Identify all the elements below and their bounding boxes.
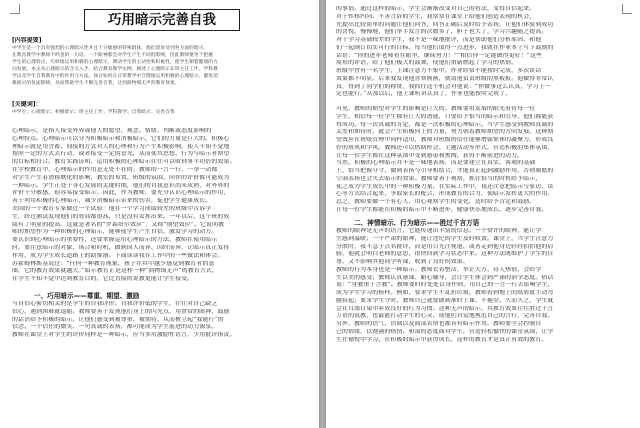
body-line: 教师的行为本身也是一种暗示。教师衣着整洁、举止大方、待人热情，会给学 (336, 266, 542, 273)
body-line: 让每一位学生都能在积极的暗示中不断进步，健康快乐地成长，逐步完善自我。 (336, 206, 548, 213)
body-line: 生感到温暖；一个严肃的眼神，能让违纪的学生及时收敛。课堂上，当学生注意力 (336, 235, 554, 242)
body-line: 班级中曾有一名学生，上课注意力不集中，作业经常不能按时完成，多次谈话 (336, 68, 542, 74)
body-line: 苏霍姆林斯基说过：“任何一种教育现象，孩子在其中越少感觉到教育者的意 (12, 260, 215, 267)
body-line: 当然，积极的心理暗示并不是一味地表扬，而是要建立在真实、客观的基础 (336, 160, 536, 167)
body-line: 总之，教师要做一个有心人，用心观察学生的变化，适时给予肯定和鼓励。 (336, 199, 536, 205)
body-line: 望效应在班级管理中同样适用，教师对班级的信任能够增强集体的凝聚力，形成良 (336, 137, 554, 143)
body-line: 教师在课堂上对学生的评价同样是一种暗示，应当多用激励性语言，少用批评指责。 (12, 332, 236, 339)
body-line: 信念。一个信任的微笑、一句真诚的表扬，都可能成为学生前进的动力源泉。 (12, 324, 218, 331)
abstract-line: 学生的心理特点，巧妙地运用积极的心理暗示，调动学生的主动性和积极性，使学生朝着健康的方 (12, 60, 218, 65)
body-line: 让每一位学生都在这种氛围中受到感染和熏陶，获得不断前进的动力。 (336, 152, 524, 159)
body-line: 们一起制订切实可行的目标。每当他们取得一点进步，我就在作业本上写下鼓励的 (336, 44, 554, 51)
body-line: 理暗示就是用含蓄、间接的方式对人的心理和行为产生积极影响，使人不知不觉地 (12, 143, 230, 150)
body-line: 善于利用积极的心理暗示，减少消极暗示带来的伤害，促进学生健康成长。 (12, 198, 212, 205)
body-line: 膀，他就会明白老师的意思，很快回到学习状态中来。这种方法既维护了学生的自 (336, 251, 554, 258)
body-line: 按照一定的方式去行动，或者接受一定的意见，从而使其思想、行为与暗示者期望 (12, 151, 230, 158)
body-line: 的话语给予积极的暗示，让他们感受到被尊重、被期待，从而树立起“我能行”的 (12, 316, 224, 323)
document-title: 巧用暗示完善自我 (84, 9, 240, 31)
body-line: 使之成为学生成长中的一种积极力量。在实际工作中，我还注意把暗示与家访、谈 (336, 183, 554, 190)
body-line: 在学校教育中，心理暗示的作用是无处不在的。教师的一言一行、一举一动都 (12, 166, 218, 173)
body-line: 说：“身教重于言教”。教师要时时处处以身作则，用自己的一言一行去影响学生， (336, 282, 554, 289)
abstract-line: 极暗示的负面影响，从而帮助学生不断完善自我，达到润物细无声的教育效果。 (12, 81, 180, 86)
body-line: 心等方式结合起来，争取家长的配合，形成教育的合力，使暗示发挥更大的作用。 (336, 191, 554, 198)
body-line: 成为学生学习的榜样。例如，要求学生不乱扔垃圾，教师看到地上的纸屑就主动弯 (336, 290, 554, 296)
body-line: 尊，又不影响其他同学听课，收到了良好的效果。 (336, 259, 469, 265)
document-page-right (326, 0, 640, 428)
keywords-section (12, 101, 308, 116)
body-line: 作用，成为学生成长道路上的助推器。下面谈谈我在工作中的一些做法和体会。 (12, 252, 224, 259)
body-line: 己的情绪，以饱满的热情、和蔼的态度面对学生，营造轻松愉快的课堂氛围，让学 (336, 328, 554, 335)
body-line: 空洞表扬也会失去暗示的效果。教师要善于观察，抓住恰当的时机给予暗示， (336, 175, 542, 182)
body-line: 生在愉悦中学习，在积极的暗示中获得成长，这样的教育才是真正有效的教育。 (336, 336, 548, 343)
body-line: 先提出比较简单的问题让他们回答，回答正确后及时给予表扬，让他们体验到成功 (336, 21, 554, 28)
body-line: 心理暗示，是指人接受外界或他人的愿望、观念、情绪、判断或态度影响的 (12, 128, 212, 134)
body-line: 万语的说教，也最能打动学生的心灵，使他们自觉地规范自己的言行，完善自我。 (336, 313, 554, 320)
section-two (336, 219, 630, 344)
section-heading: 一、巧用暗示——尊重、期望、激励 (34, 292, 140, 300)
abstract-section (12, 37, 308, 87)
body-line: 学生，相信每一位学生都有巨大的潜能，只要给予恰当的暗示和引导，他们都能获 (336, 113, 554, 120)
abstract-line: 中学生是一个具有强烈的心理暗示性并且十分敏感的特殊群体，他们容易受到各方面的暗示， (12, 46, 209, 51)
body-line: 教师的眼神是无声的语言，它能传递出丰富的信息。一个赞许的眼神，能让学 (336, 228, 542, 234)
body-line: 效果都不明显。后来我发现他喜欢画画，就请他负责班级的黑板报。他做得非常认 (336, 75, 554, 82)
body-line: 对于性格内向、不善言辞的学生，我常常在课堂上给他们创造表现的机会， (336, 13, 536, 20)
body-line: 另外，教师的语气、语调以及面部表情也都具有暗示作用。教师要学会控制自 (336, 321, 542, 327)
body-line: 得成功。每一次真诚的肯定，都是一次积极的心理暗示。当学生感受到教师真诚的 (336, 121, 554, 128)
body-line: 可见，教师的期望对学生的影响是巨大的。教师要用发展的眼光看待每一位 (336, 106, 536, 112)
body-text (336, 106, 630, 215)
body-line: 的喜悦。慢慢地，他们举手发言的次数多了，胆子也大了，学习兴趣随之提高。 (336, 29, 548, 36)
abstract-line: 学以及学生自我教育中的作用与方法，探讨如何在日常教学中合理地运用积极的心理暗示，避免消 (12, 74, 218, 79)
keywords-line: 中学生；心理暗示；积极暗示；班主任工作；学科教学；自我暗示；完善自我 (12, 110, 175, 115)
section-heading: 二、神情暗示、行为暗示——胜过千言万语 (354, 219, 480, 227)
section-one (12, 292, 308, 340)
body-line: 评价十分敏感，很容易接受暗示。因此，作为教师，要充分认识心理暗示的作用， (12, 190, 230, 197)
body-line: 一种暗示。学生正处于身心发展的关键时期，他们的自我意识尚未成熟，对外界的 (12, 182, 230, 189)
document-page-left (0, 0, 319, 428)
body-line: 师的期望作为一种积极的心理暗示，能够使学生产生自信，激发学习的动力。 (12, 229, 218, 236)
body-line: 上，恰当把握分寸，做到表扬与引导相结合，才能真正起到激励作用，否则频繁的 (336, 168, 554, 174)
body-line: 对于学习基础较差的学生，我不是一味地批评，而是帮助他们分析原因，和他 (336, 37, 542, 43)
body-line: 在学生不知不觉中达到教育目的，它比直接的说教更能让学生接受。 (12, 276, 194, 283)
body-line: 绩有了明显的提高。这就是著名的“罗森塔尔效应”，又称“期望效应”。它说明教 (12, 221, 225, 228)
body-line: 的目标相符合。教育实践证明，运用积极的心理暗示往往可以收到事半功倍的效果。 (12, 159, 236, 166)
body-line: 与自信心密切相关的是学生的自我评价。自我评价低的学生，往往对自己缺乏 (12, 301, 218, 307)
body-text (336, 6, 630, 99)
body-line: 美国的一个教育专家做过一个试验：他在一个学习成绩较差的班级中告诉学 (12, 205, 212, 212)
body-line: 生以美的感受；教师认真备课、耐心辅导，会让学生体会到严谨的治学态度。俗话 (336, 274, 554, 281)
body-line: 的事情。通过这样的暗示，学生会渐渐改变对自己的看法，变得自信起来。 (336, 6, 536, 12)
body-line: 生，经过测试发现他们的智商都很高，只是没有发挥出来。一年以后，这个班的成 (12, 213, 230, 220)
body-line: 信心，遇到困难就退缩。教师要善于发现他们身上的闪光点，用赞赏的眼神、鼓励 (12, 308, 230, 315)
body-line: 简短的评语，给了他们极大的鼓舞，使他们重新燃起了学习的热情。 (336, 60, 518, 67)
body-text (12, 128, 308, 284)
body-line: 对学生产生着潜移默化的影响，教室的布置、班级的氛围、同伴的评价都可能成为 (12, 174, 230, 181)
body-line: 真，得到了同学们的称赞。我抓住这个机会对他说：“你做事这么认真，学习上一 (336, 83, 551, 90)
abstract-line: 向发展。本文从心理暗示的含义入手，结合教育教学实例，阐述了心理暗示在班主任工作、学科教 (12, 67, 218, 72)
body-line: 分散时，我不急于点名批评，而是用目光注视他，或者走到他身边轻轻拍拍他的肩 (336, 243, 554, 250)
body-line: 关爱和期待时，就会产生积极向上的力量，努力朝着教师期望的方向发展。这种期 (336, 129, 554, 136)
body-line: 图，它的教育效果就越大。”暗示教育正是这样一种“润物细无声”的教育方式， (12, 268, 218, 275)
body-line: 心理特点。心理暗示可以分为积极暗示和消极暗示，它们的力量是巨大的。积极心 (12, 135, 230, 142)
body-line: 腰捡起；要求学生守时，教师自己就要做到准时上课、不拖堂。久而久之，学生就 (336, 297, 554, 304)
keywords-heading: [关键词]： (12, 101, 42, 108)
body-line: 话语：“你的进步老师看在眼里，继续努力！”“相信你一定能做得更好！”这些 (336, 52, 543, 59)
body-line: 时，要注意暗示的对象、场合和时机，做到因人而异、因时而异，让暗示真正发挥 (12, 244, 230, 251)
abstract-line: 在教育教学中教师不经意的一句话、一个眼神都会对学生产生不同的影响，因此教师要善于把握 (12, 53, 214, 58)
body-line: 会在耳濡目染中养成良好的行为习惯。这种无声的暗示，其教育效果往往胜过千言 (336, 305, 554, 312)
body-line: 要认识到心理暗示的重要性，还要掌握运用心理暗示的方法。教师在使用暗示 (12, 237, 218, 244)
body-line: 好的班风和学风。教师还可以借助班会、主题活动等形式，营造积极的集体氛围， (336, 144, 554, 151)
abstract-heading: [内容提要] (12, 37, 42, 44)
body-line: 定也能行。”从那以后，他上课听讲认真了，作业也能按时完成了。 (336, 91, 512, 98)
page-corner-mark (10, 4, 20, 14)
